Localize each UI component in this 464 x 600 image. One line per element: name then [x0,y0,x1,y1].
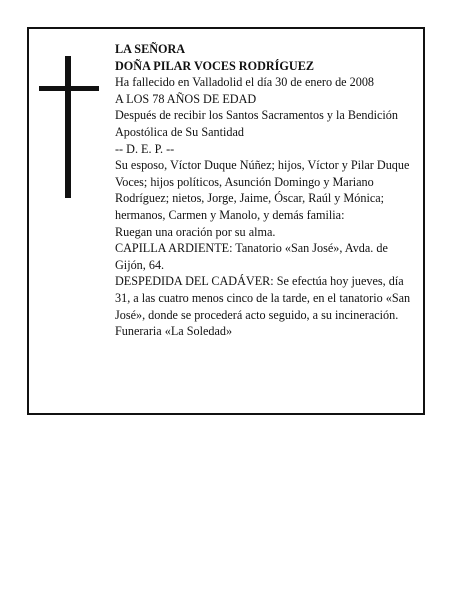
chapel-line: CAPILLA ARDIENTE: Tanatorio «San José», Avda. de Gijón, 64. [115,241,388,272]
notice-text [115,41,421,340]
prayer-line: Ruegan una oración por su alma. [115,224,276,239]
age-line: A LOS 78 AÑOS DE EDAD [115,91,257,106]
death-info: Ha fallecido en Valladolid el día 30 de enero de 2008 [115,75,375,90]
title-line-1: LA SEÑORA [115,42,186,56]
cross-horizontal-bar [39,86,99,91]
rip-line: -- D. E. P. -- [115,141,175,156]
cross-icon [39,56,99,198]
sacraments-line: Después de recibir los Santos Sacramentos y la Bendición Apostólica de Su Santidad [115,108,398,139]
family-line: Su esposo, Víctor Duque Núñez; hijos, Víctor y Pilar Duque Voces; hijos políticos, Asunción Domingo y Mariano Rodríguez; nietos, Jorge, Jaime, Óscar, Raúl y Mónica; hermanos, Carmen y Manolo, y demás familia: [115,158,410,222]
farewell-line: DESPEDIDA DEL CADÁVER: Se efectúa hoy jueves, día 31, a las cuatro menos cinco de la tarde, en el tanatorio «San José», donde se procederá acto seguido, a su incineración. [115,274,411,322]
cross-vertical-bar [65,56,71,198]
obituary-notice [27,27,425,415]
funeral-home-line: Funeraria «La Soledad» [115,324,233,339]
deceased-name: DOÑA PILAR VOCES RODRÍGUEZ [115,58,314,73]
